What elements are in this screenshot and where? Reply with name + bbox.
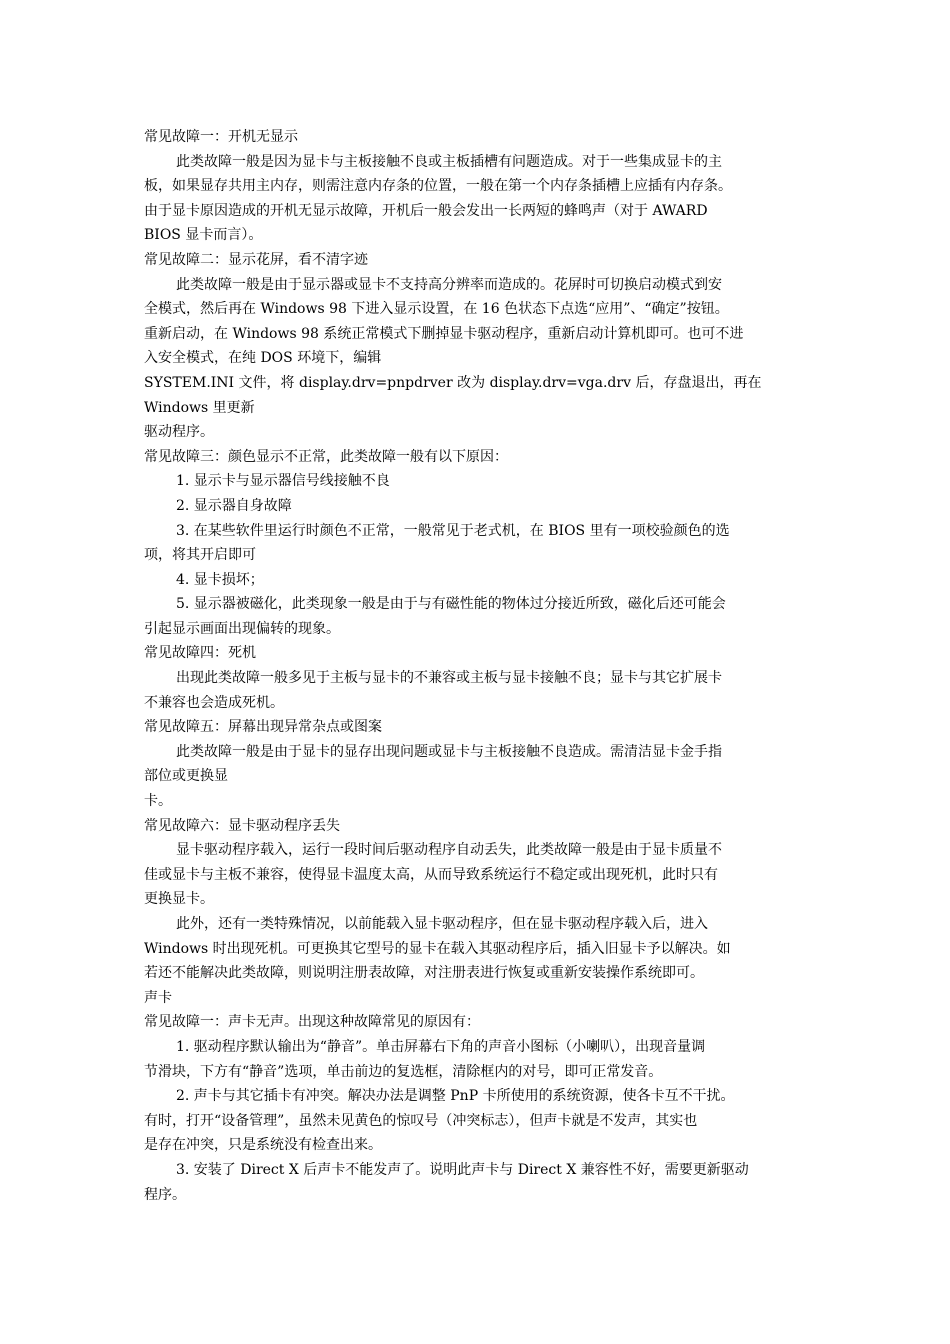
text-line: 常见故障四：死机 [144, 645, 256, 662]
text-line: 卡。 [144, 793, 172, 810]
text-line: 1. 显示卡与显示器信号线接触不良 [176, 473, 390, 490]
text-line: 此外，还有一类特殊情况，以前能载入显卡驱动程序，但在显卡驱动程序载入后，进入 [176, 916, 708, 932]
text-line: 2. 显示器自身故障 [176, 497, 292, 514]
text-line: 声卡 [144, 989, 172, 1006]
text-line: Windows 里更新 [144, 399, 255, 416]
text-line: 程序。 [144, 1186, 186, 1203]
text-line: 不兼容也会造成死机。 [144, 694, 284, 711]
text-line: 3. 安装了 Direct X 后声卡不能发声了。说明此声卡与 Direct X 兼容性不好，需要更新驱动 [176, 1161, 749, 1178]
text-line: 常见故障三：颜色显示不正常，此类故障一般有以下原因： [144, 448, 508, 465]
text-line: 出现此类故障一般多见于主板与显卡的不兼容或主板与显卡接触不良；显卡与其它扩展卡 [176, 670, 722, 687]
text-line: 由于显卡原因造成的开机无显示故障，开机后一般会发出一长两短的蜂鸣声（对于 AWARD [144, 202, 708, 219]
text-line: 此类故障一般是由于显卡的显存出现问题或显卡与主板接触不良造成。需清洁显卡金手指 [176, 743, 722, 760]
text-line: 常见故障五：屏幕出现异常杂点或图案 [144, 719, 382, 736]
text-line: 入安全模式，在纯 DOS 环境下，编辑 [144, 350, 382, 367]
text-line: 引起显示画面出现偏转的现象。 [144, 620, 340, 637]
text-line: BIOS 显卡而言）。 [144, 227, 263, 244]
text-line: 项，将其开启即可 [144, 547, 256, 564]
text-line: 全模式，然后再在 Windows 98 下进入显示设置，在 16 色状态下点选“应用”、“确定”按钮。 [144, 301, 729, 318]
text-line: 常见故障二：显示花屏，看不清字迹 [144, 251, 368, 268]
text-line: 驱动程序。 [144, 424, 214, 441]
text-line: 5. 显示器被磁化，此类现象一般是由于与有磁性能的物体过分接近所致，磁化后还可能会 [176, 596, 726, 613]
text-line: 4. 显卡损坏； [176, 571, 264, 588]
text-line: 有时，打开“设备管理”，虽然未见黄色的惊叹号（冲突标志），但声卡就是不发声，其实也 [144, 1112, 698, 1129]
text-line: 常见故障一：声卡无声。出现这种故障常见的原因有： [144, 1014, 480, 1031]
text-line: 显卡驱动程序载入，运行一段时间后驱动程序自动丢失，此类故障一般是由于显卡质量不 [176, 842, 722, 859]
text-line: 更换显卡。 [144, 891, 214, 908]
text-line: 是存在冲突，只是系统没有检查出来。 [144, 1137, 382, 1154]
text-line: 常见故障一：开机无显示 [144, 129, 298, 145]
text-line: 此类故障一般是因为显卡与主板接触不良或主板插槽有问题造成。对于一些集成显卡的主 [176, 153, 722, 170]
text-line: 1. 驱动程序默认输出为“静音”。单击屏幕右下角的声音小图标（小喇叭），出现音量调 [176, 1038, 706, 1055]
text-line: 节滑块，下方有“静音”选项，单击前边的复选框，清除框内的对号，即可正常发音。 [144, 1063, 663, 1080]
text-line: 佳或显卡与主板不兼容，使得显卡温度太高，从而导致系统运行不稳定或出现死机，此时只有 [144, 866, 718, 883]
text-line: 此类故障一般是由于显示器或显卡不支持高分辨率而造成的。花屏时可切换启动模式到安 [176, 276, 722, 293]
text-line: 若还不能解决此类故障，则说明注册表故障，对注册表进行恢复或重新安装操作系统即可。 [144, 965, 704, 982]
text-line: 3. 在某些软件里运行时颜色不正常，一般常见于老式机，在 BIOS 里有一项校验颜色的选 [176, 522, 730, 539]
text-line: 常见故障六：显卡驱动程序丢失 [144, 817, 340, 834]
text-line: Windows 时出现死机。可更换其它型号的显卡在载入其驱动程序后，插入旧显卡予以解决。如 [144, 940, 731, 957]
text-line: 部位或更换显 [144, 768, 228, 785]
document-body [144, 125, 804, 1207]
text-line: SYSTEM.INI 文件，将 display.drv=pnpdrver 改为 display.drv=vga.drv 后，存盘退出，再在 [144, 374, 762, 391]
text-line: 板，如果显存共用主内存，则需注意内存条的位置，一般在第一个内存条插槽上应插有内存条。 [144, 178, 732, 195]
text-line: 重新启动，在 Windows 98 系统正常模式下删掉显卡驱动程序，重新启动计算机即可。也可不进 [144, 325, 744, 342]
text-line: 2. 声卡与其它插卡有冲突。解决办法是调整 PnP 卡所使用的系统资源，使各卡互不干扰。 [176, 1088, 735, 1105]
